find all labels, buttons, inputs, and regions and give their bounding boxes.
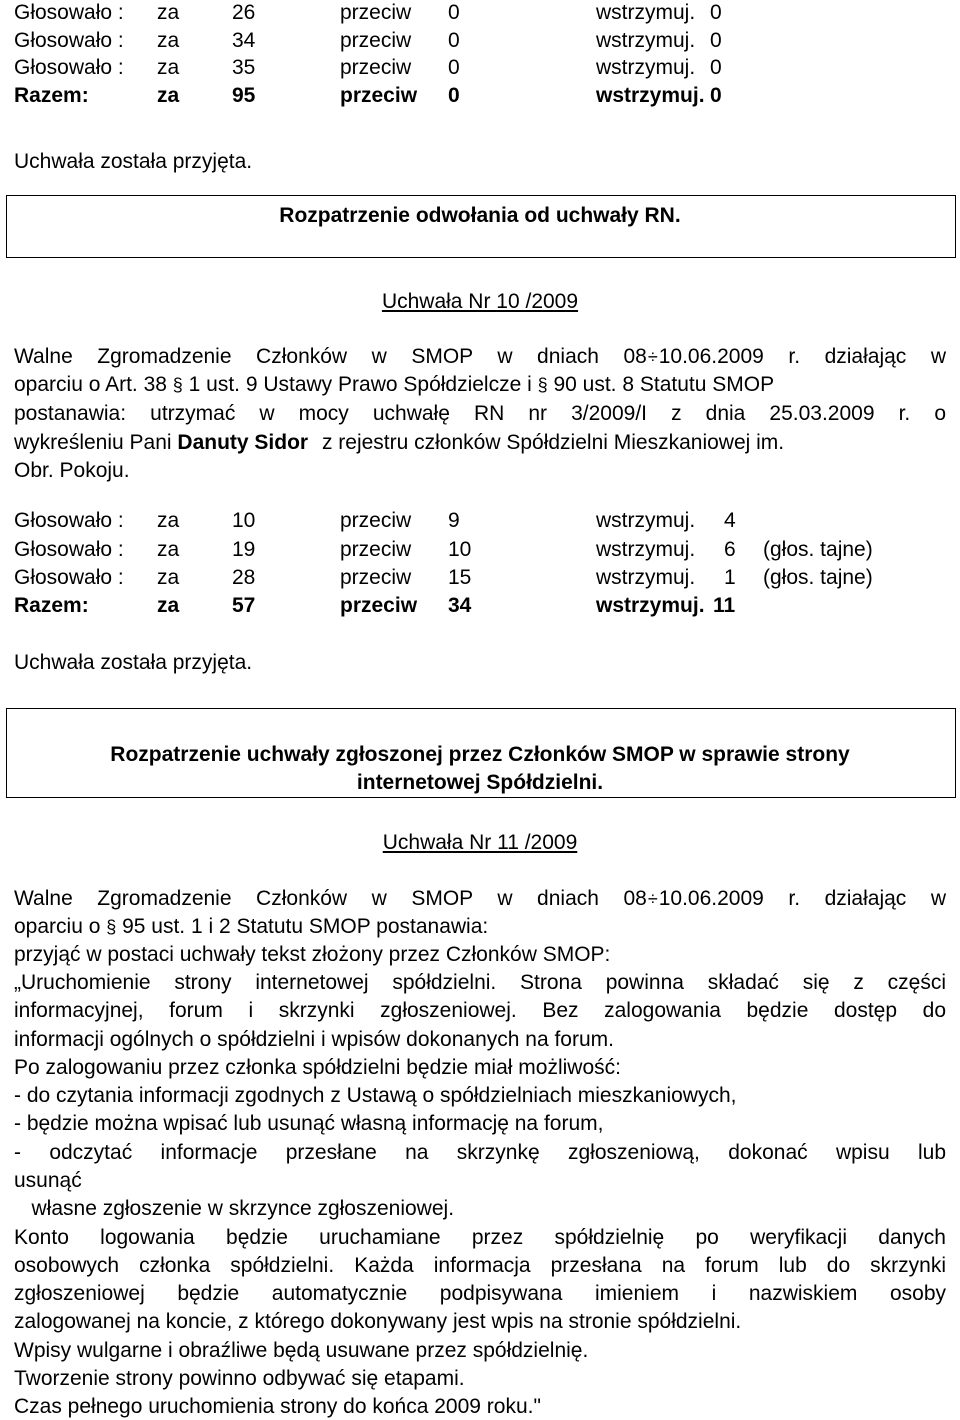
wstrz-label: wstrzymuj.: [596, 566, 696, 589]
paragraph-line: osobowych członka spółdzielni. Każda informacja przesłana na forum lub do skrzynki: [14, 1254, 946, 1277]
divide-symbol: ÷: [647, 889, 658, 909]
przeciw-value: 0: [448, 56, 460, 79]
vote-note: (głos. tajne): [763, 538, 873, 561]
za-label: za: [157, 56, 180, 79]
za-value: 57: [232, 594, 256, 617]
paragraph-line: Konto logowania będzie uruchamiane przez spółdzielnię po weryfikacji danych: [14, 1226, 946, 1249]
paragraph-line: wykreśleniu Pani Danuty Sidor z rejestru członków Spółdzielni Mieszkaniowej im.: [14, 431, 785, 454]
paragraph-line: Po zalogowaniu przez członka spółdzielni będzie miał możliwość:: [14, 1056, 621, 1079]
paragraph-line: Tworzenie strony powinno odbywać się etapami.: [14, 1367, 465, 1390]
list-item: - do czytania informacji zgodnych z Ustawą o spółdzielniach mieszkaniowych,: [14, 1084, 737, 1107]
wstrz-value: 0: [710, 84, 722, 107]
przeciw-value: 0: [448, 84, 460, 107]
paragraph-line: Walne Zgromadzenie Członków w SMOP w dniach 08÷10.06.2009 r. działając w: [14, 345, 947, 368]
przeciw-label: przeciw: [340, 594, 418, 617]
przeciw-value: 0: [448, 1, 460, 24]
przeciw-value: 34: [448, 594, 472, 617]
vote-result: Uchwała została przyjęta.: [14, 651, 253, 674]
za-label: za: [157, 29, 180, 52]
za-label: za: [157, 509, 180, 532]
za-label: za: [157, 84, 180, 107]
vote-note: (głos. tajne): [763, 566, 873, 589]
przeciw-label: przeciw: [340, 566, 412, 589]
vote-label: Głosowało :: [14, 509, 124, 532]
section-heading: internetowej Spółdzielni.: [356, 771, 604, 794]
paragraph-line: zalogowanej na koncie, z którego dokonywany jest wpis na stronie spółdzielni.: [14, 1310, 742, 1333]
vote-label: Głosowało :: [14, 538, 124, 561]
paragraph-line: „Uruchomienie strony internetowej spółdzielni. Strona powinna składać się z części: [14, 971, 946, 994]
person-name: Danuty Sidor: [177, 431, 309, 454]
za-value: 10: [232, 509, 256, 532]
przeciw-value: 0: [448, 29, 460, 52]
przeciw-label: przeciw: [340, 84, 418, 107]
wstrz-value: 4: [724, 509, 736, 532]
paragraph-line: przyjąć w postaci uchwały tekst złożony przez Członków SMOP:: [14, 943, 611, 966]
list-item: - będzie można wpisać lub usunąć własną informację na forum,: [14, 1112, 604, 1135]
paragraph-line: Czas pełnego uruchomienia strony do końca 2009 roku.": [14, 1395, 541, 1418]
paragraph-line: informacyjnej, forum i skrzynki zgłoszeniowej. Bez zalogowania będzie dostęp do: [14, 999, 946, 1022]
paragraph-line: oparciu o § 95 ust. 1 i 2 Statutu SMOP postanawia:: [14, 915, 489, 938]
za-label: za: [157, 1, 180, 24]
wstrz-value: 1: [724, 566, 736, 589]
list-item: własne zgłoszenie w skrzynce zgłoszeniowej.: [14, 1197, 455, 1220]
wstrz-label: wstrzymuj.: [596, 509, 696, 532]
section-heading: Rozpatrzenie odwołania od uchwały RN.: [279, 204, 681, 227]
wstrz-label: wstrzymuj.: [596, 56, 696, 79]
paragraph-line: informacji ogólnych o spółdzielni i wpisów dokonanych na forum.: [14, 1028, 614, 1051]
section-heading: Rozpatrzenie uchwały zgłoszonej przez Członków SMOP w sprawie strony: [110, 743, 850, 766]
wstrz-value: 0: [710, 29, 722, 52]
resolution-title: Uchwała Nr 10 /2009: [381, 290, 579, 313]
total-label: Razem:: [14, 84, 89, 107]
za-value: 95: [232, 84, 256, 107]
paragraph-line: postanawia: utrzymać w mocy uchwałę RN nr 3/2009/I z dnia 25.03.2009 r. o: [14, 402, 946, 425]
wstrz-label: wstrzymuj.: [596, 594, 705, 617]
vote-label: Głosowało :: [14, 1, 124, 24]
list-item: - odczytać informacje przesłane na skrzynkę zgłoszeniową, dokonać wpisu lub: [14, 1141, 946, 1164]
za-value: 19: [232, 538, 256, 561]
total-label: Razem:: [14, 594, 89, 617]
paragraph-line: Walne Zgromadzenie Członków w SMOP w dniach 08÷10.06.2009 r. działając w: [14, 887, 947, 910]
vote-label: Głosowało :: [14, 29, 124, 52]
przeciw-label: przeciw: [340, 509, 412, 532]
za-value: 35: [232, 56, 256, 79]
przeciw-value: 10: [448, 538, 472, 561]
resolution-title: Uchwała Nr 11 /2009: [382, 831, 578, 854]
za-label: za: [157, 566, 180, 589]
vote-label: Głosowało :: [14, 56, 124, 79]
przeciw-value: 9: [448, 509, 460, 532]
za-label: za: [157, 594, 180, 617]
wstrz-value: 0: [710, 56, 722, 79]
wstrz-label: wstrzymuj.: [596, 1, 696, 24]
section-symbol: §: [537, 375, 548, 395]
przeciw-label: przeciw: [340, 1, 412, 24]
wstrz-value: 11: [713, 594, 736, 617]
wstrz-value: 6: [724, 538, 736, 561]
przeciw-label: przeciw: [340, 29, 412, 52]
paragraph-line: Wpisy wulgarne i obraźliwe będą usuwane przez spółdzielnię.: [14, 1339, 589, 1362]
wstrz-label: wstrzymuj.: [596, 84, 705, 107]
wstrz-label: wstrzymuj.: [596, 538, 696, 561]
paragraph-line: zgłoszeniowej będzie automatycznie podpisywana imieniem i nazwiskiem osoby: [14, 1282, 946, 1305]
przeciw-label: przeciw: [340, 538, 412, 561]
wstrz-value: 0: [710, 1, 722, 24]
divide-symbol: ÷: [647, 347, 658, 367]
list-item: usunąć: [14, 1169, 82, 1192]
przeciw-value: 15: [448, 566, 472, 589]
wstrz-label: wstrzymuj.: [596, 29, 696, 52]
section-symbol: §: [106, 917, 117, 937]
vote-result: Uchwała została przyjęta.: [14, 150, 253, 173]
paragraph-line: Obr. Pokoju.: [14, 459, 130, 482]
za-value: 34: [232, 29, 256, 52]
paragraph-line: oparciu o Art. 38 § 1 ust. 9 Ustawy Prawo Spółdzielcze i § 90 ust. 8 Statutu SMOP: [14, 373, 775, 396]
vote-label: Głosowało :: [14, 566, 124, 589]
przeciw-label: przeciw: [340, 56, 412, 79]
za-label: za: [157, 538, 180, 561]
za-value: 28: [232, 566, 256, 589]
section-symbol: §: [172, 375, 183, 395]
za-value: 26: [232, 1, 256, 24]
